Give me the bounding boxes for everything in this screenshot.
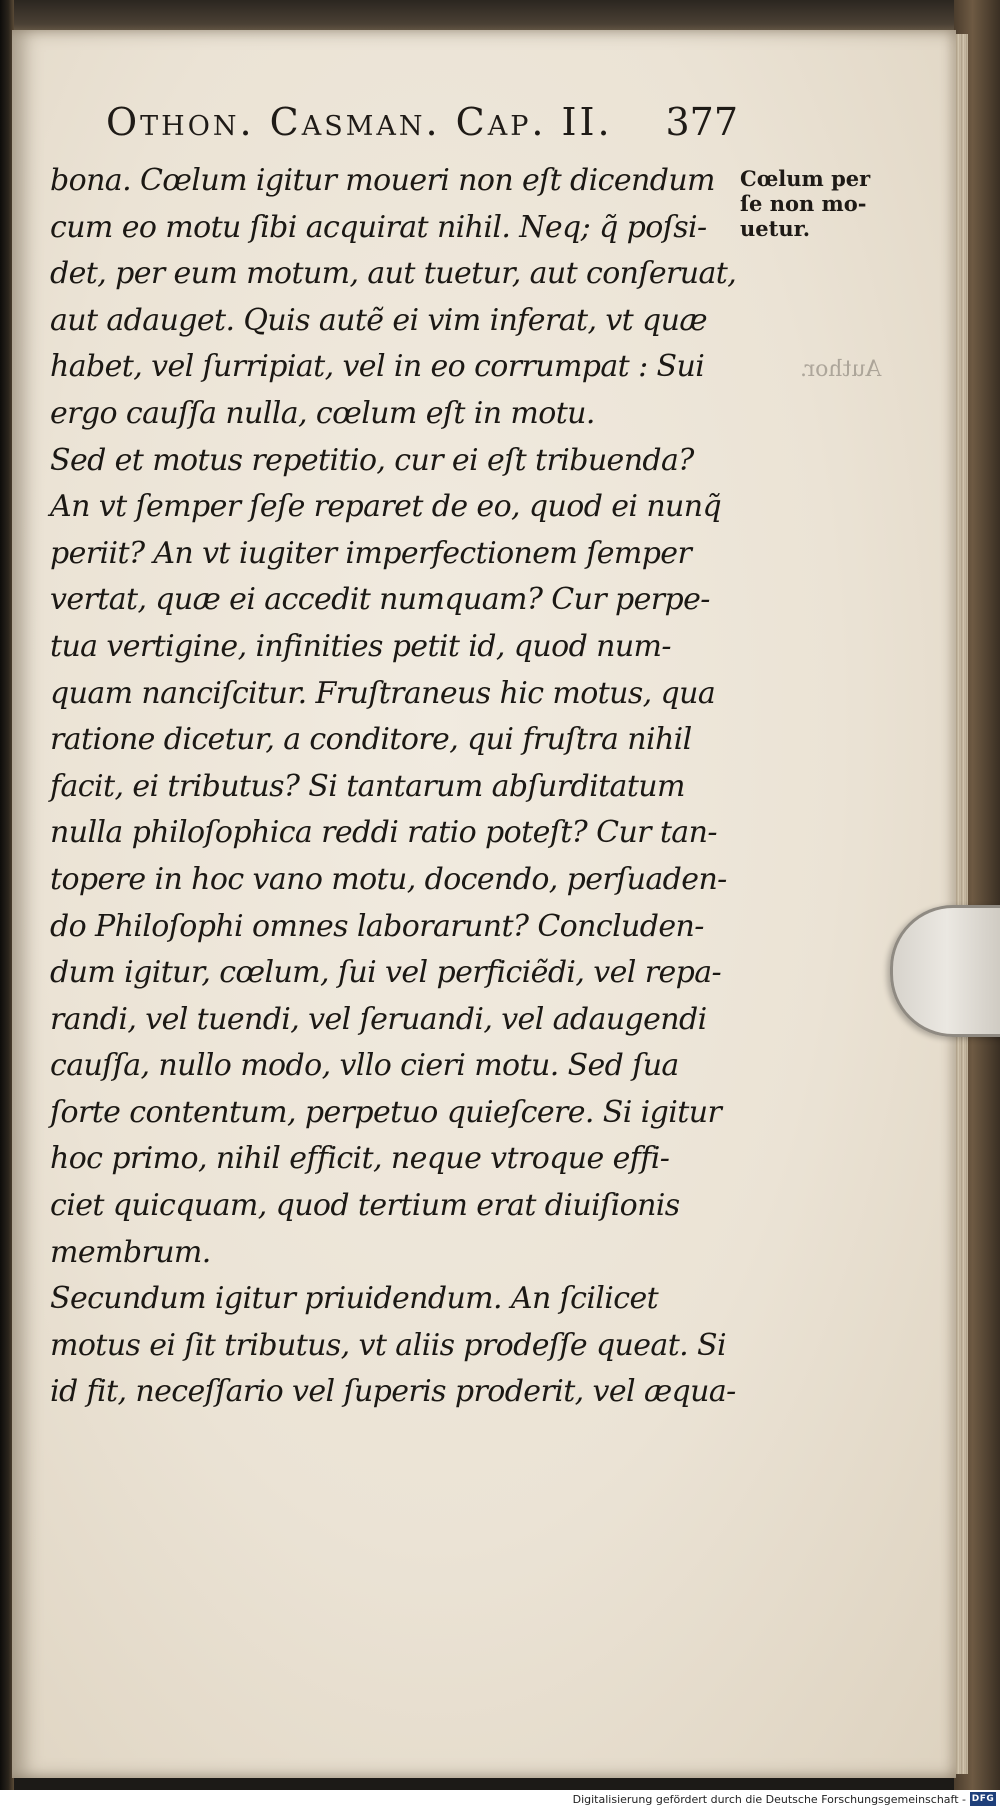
text-line: cauſſa, nullo modo, vllo cieri motu. Sed ſua: [50, 1048, 679, 1084]
text-line: habet, vel ſurripiat, vel in eo corrumpat : Sui: [50, 349, 705, 385]
text-line: motus ei ſit tributus, vt aliis prodeſſe queat. Si: [50, 1327, 726, 1363]
text-line: dum igitur, cœlum, ſui vel perficiẽdi, vel repa-: [50, 955, 722, 991]
page-header: [106, 100, 746, 150]
text-line: hoc primo, nihil efficit, neque vtroque effi-: [50, 1141, 670, 1177]
text-line: ſorte contentum, perpetuo quieſcere. Si igitur: [50, 1094, 722, 1130]
scan-footer: [0, 1790, 1000, 1810]
text-line: randi, vel tuendi, vel ſeruandi, vel adaugendi: [50, 1001, 707, 1037]
text-line: do Philoſophi omnes laborarunt? Concluden-: [50, 908, 704, 944]
bleed-through-text: Author.: [800, 357, 882, 382]
text-line: topere in hoc vano motu, docendo, perſuaden-: [50, 861, 727, 897]
body-text: [50, 158, 740, 1416]
marginal-note-line: ſe non mo-: [740, 191, 867, 216]
dfg-logo: DFG: [971, 1794, 995, 1804]
text-line: tua vertigine, infinities petit id, quod num-: [50, 628, 671, 664]
text-line: quam nanciſcitur. Fruſtraneus hic motus, qua: [50, 675, 716, 711]
marginal-note-line: uetur.: [740, 216, 811, 241]
text-line: bona. Cœlum igitur moueri non eſt dicendum: [50, 163, 715, 198]
text-line: Secundum igitur priuidendum. An ſcilicet: [50, 1281, 659, 1317]
text-line: ciet quicquam, quod tertium erat diuiſionis: [50, 1188, 680, 1224]
text-line: aut adauget. Quis autẽ ei vim inferat, vt quæ: [50, 302, 707, 338]
page-number: 377: [665, 100, 738, 144]
text-line: nulla philoſophica reddi ratio poteſt? Cur tan-: [50, 815, 717, 851]
marginal-note-line: Cœlum per: [740, 166, 871, 191]
text-line: membrum.: [50, 1234, 211, 1270]
text-line: cum eo motu ſibi acquirat nihil. Neq; q̃ poſsi-: [50, 209, 707, 245]
marginal-note: [740, 166, 890, 241]
running-title: Othon. Casman. Cap. II.: [106, 100, 613, 144]
text-line: Sed et motus repetitio, cur ei eſt tribuenda?: [50, 442, 694, 478]
book-top-edge: [0, 0, 1000, 34]
text-line: facit, ei tributus? Si tantarum abſurditatum: [50, 768, 685, 804]
text-line: An vt ſemper ſeſe reparet de eo, quod ei nunq̃: [50, 489, 722, 525]
text-line: periit? An vt iugiter imperfectionem ſemper: [50, 535, 692, 571]
text-line: det, per eum motum, aut tuetur, aut conſeruat,: [50, 256, 737, 292]
digitization-credit: Digitalisierung gefördert durch die Deutsche Forschungsgemeinschaft -: [572, 1793, 966, 1806]
text-line: ergo cauſſa nulla, cœlum eſt in motu.: [50, 395, 595, 431]
text-line: vertat, quæ ei accedit numquam? Cur perpe-: [50, 582, 710, 618]
paper-clip-tab: [890, 905, 1000, 1037]
text-line: id fit, neceſſario vel ſuperis proderit, vel æqua-: [50, 1374, 736, 1410]
text-line: ratione dicetur, a conditore, qui fruſtra nihil: [50, 722, 692, 758]
